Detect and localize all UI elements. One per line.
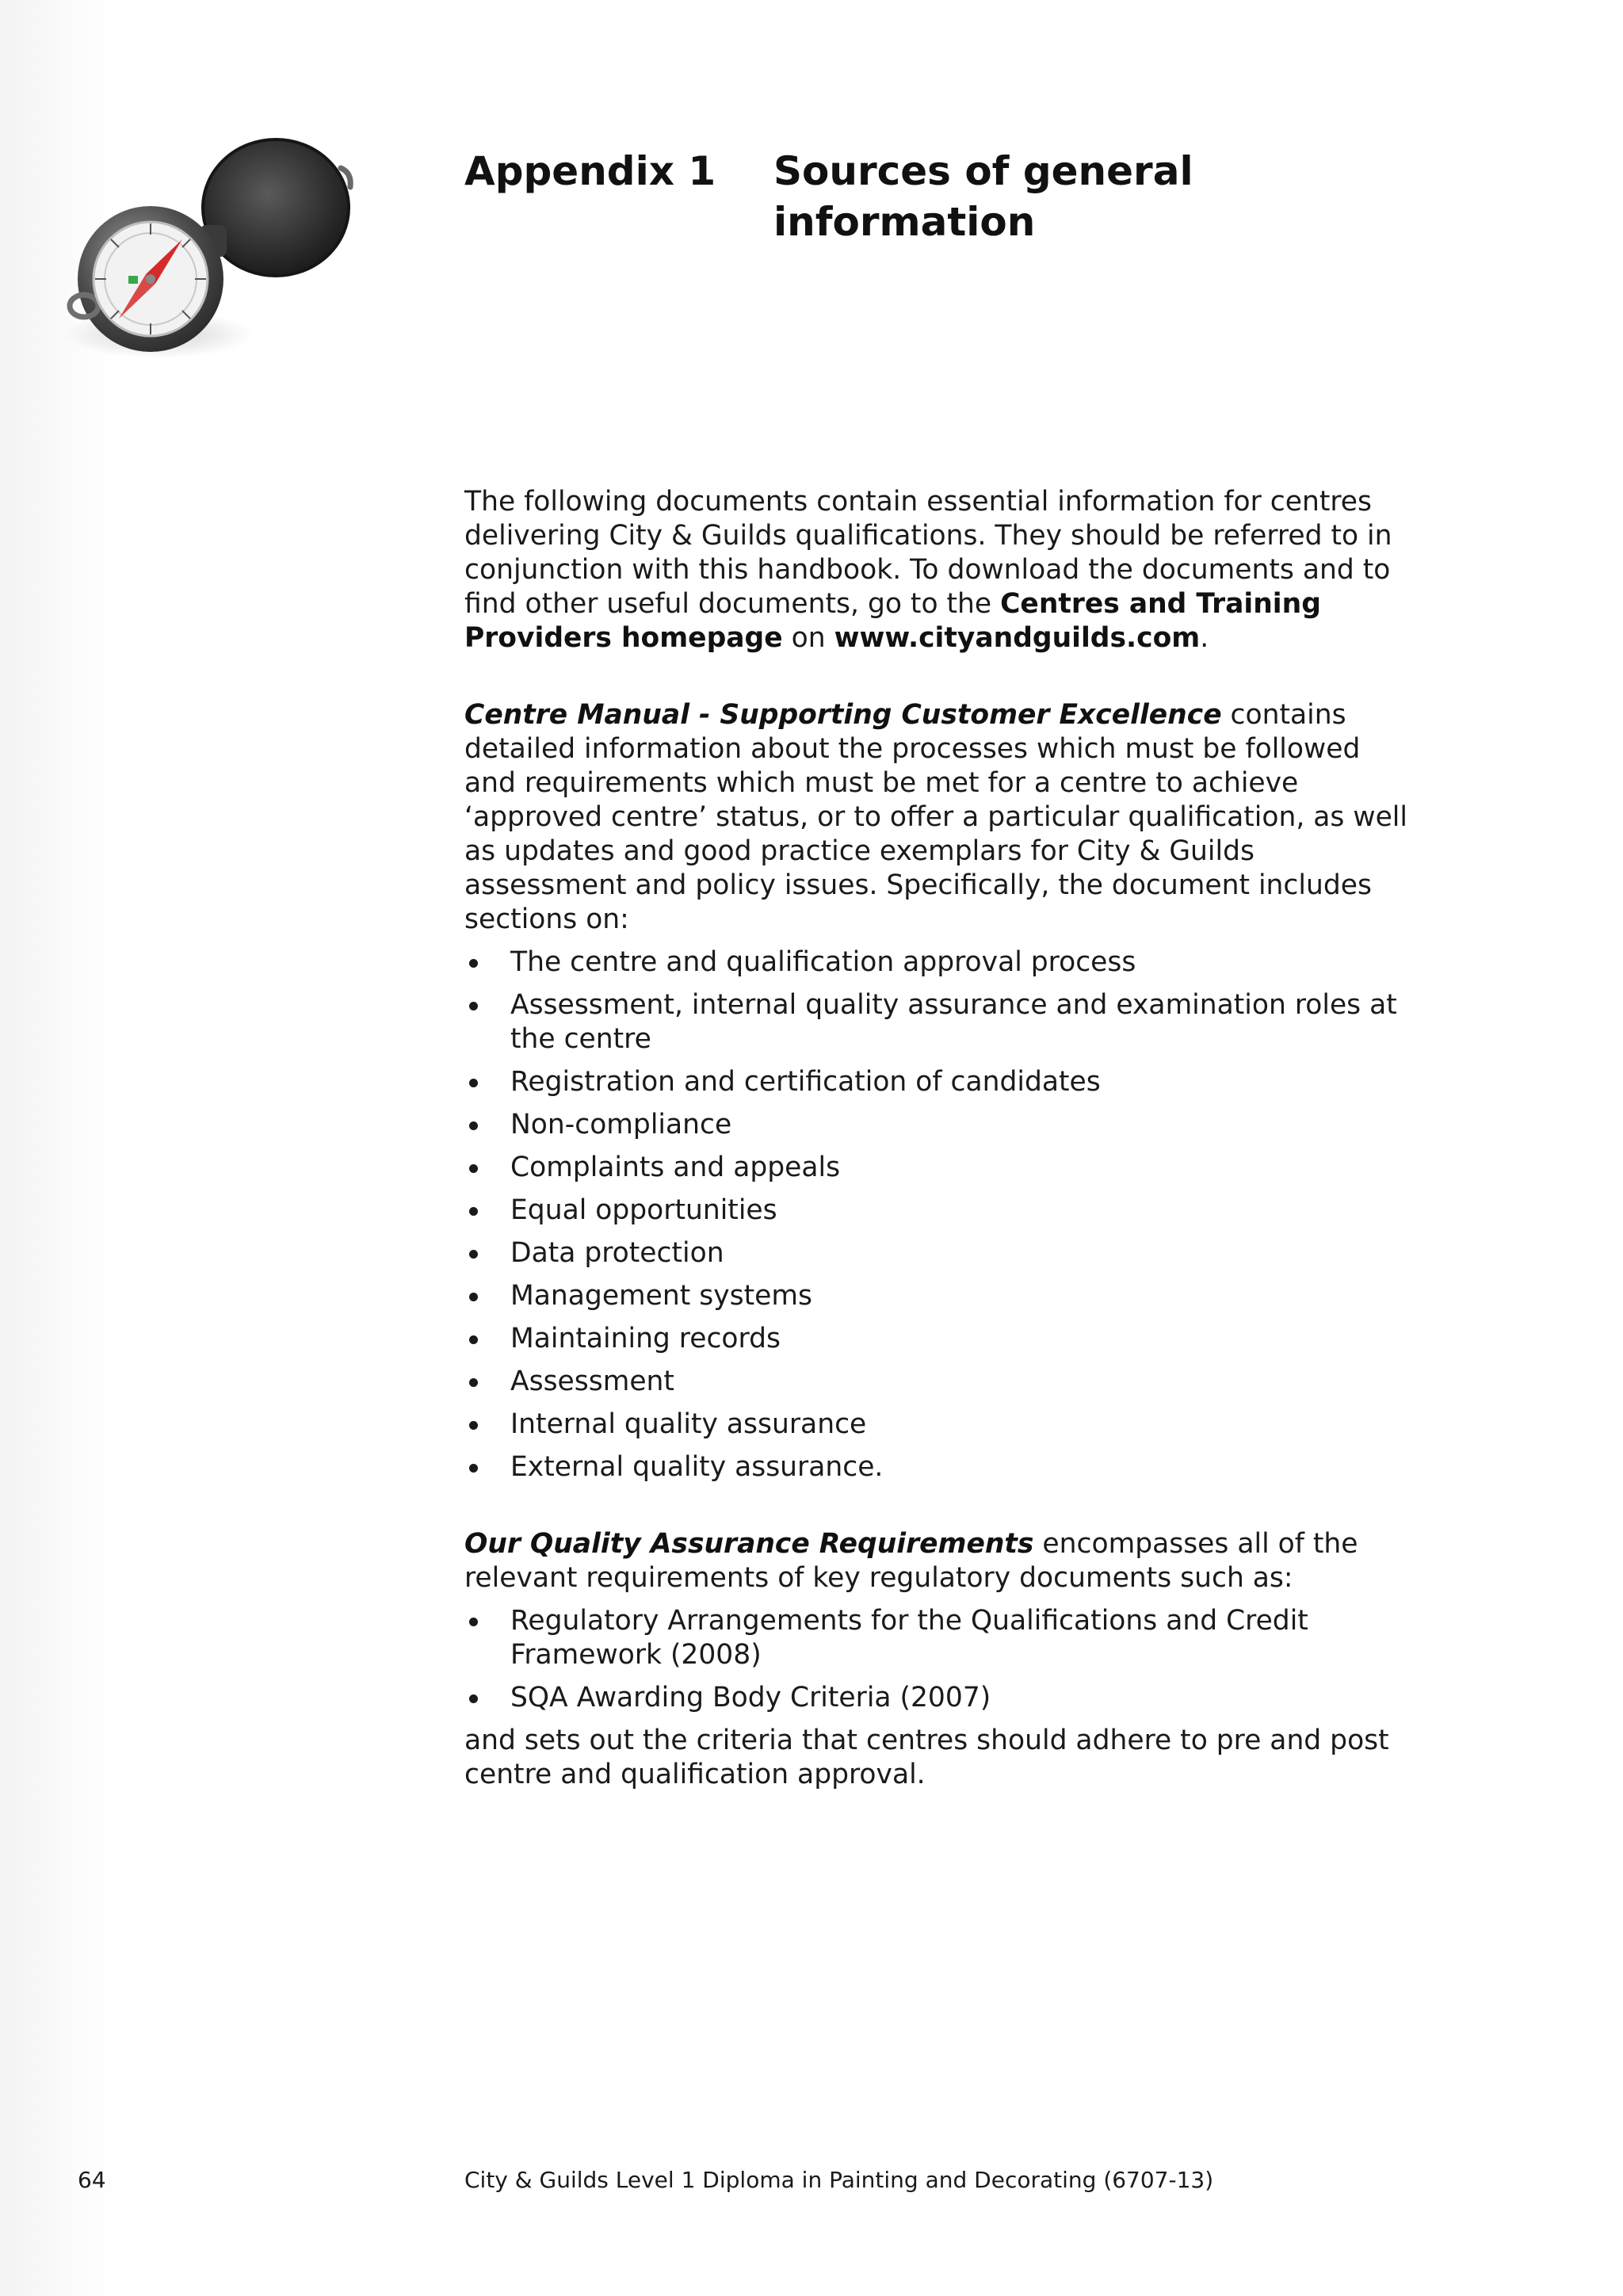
list-item: Registration and certification of candidates xyxy=(464,1065,1415,1099)
intro-text-mid: on xyxy=(782,622,834,654)
quality-assurance-title: Our Quality Assurance Requirements xyxy=(464,1528,1034,1560)
list-item: Assessment, internal quality assurance and examination roles at the centre xyxy=(464,988,1415,1056)
centre-manual-description: contains detailed information about the processes which must be followed and requirements which must be met for a centre to achieve ‘approved centre’ status, or to offer a particular qualification, as well as updates and good practice exemplars for City & Guilds assessment and policy issues. Specifically, the document includes sections on: xyxy=(464,699,1407,935)
main-content xyxy=(464,485,1415,1792)
page-number: 64 xyxy=(78,2167,106,2193)
intro-text-end: . xyxy=(1200,622,1209,654)
list-item: Complaints and appeals xyxy=(464,1151,1415,1185)
list-item: Internal quality assurance xyxy=(464,1408,1415,1442)
list-item: Management systems xyxy=(464,1279,1415,1313)
regulatory-documents-list xyxy=(464,1604,1415,1715)
list-item: External quality assurance. xyxy=(464,1450,1415,1484)
centre-manual-title: Centre Manual - Supporting Customer Excellence xyxy=(464,699,1222,731)
quality-assurance-closing: and sets out the criteria that centres should adhere to pre and post centre and qualification approval. xyxy=(464,1725,1389,1790)
centres-homepage-link[interactable]: Centres and Training Providers homepage xyxy=(464,588,1321,654)
list-item: Data protection xyxy=(464,1236,1415,1270)
footer-document-title: City & Guilds Level 1 Diploma in Painting and Decorating (6707-13) xyxy=(464,2167,1214,2193)
quality-assurance-paragraph xyxy=(464,1527,1415,1595)
compass-icon xyxy=(63,136,357,366)
list-item: Maintaining records xyxy=(464,1322,1415,1356)
list-item: SQA Awarding Body Criteria (2007) xyxy=(464,1681,1415,1715)
intro-text: The following documents contain essential information for centres delivering City & Guilds qualifications. They should be referred to in conjunction with this handbook. To download the documents and to find other useful documents, go to the xyxy=(464,486,1392,620)
list-item: Assessment xyxy=(464,1365,1415,1399)
list-item: Non-compliance xyxy=(464,1108,1415,1142)
quality-assurance-description: encompasses all of the relevant requirements of key regulatory documents such as: xyxy=(464,1528,1358,1594)
intro-paragraph xyxy=(464,485,1415,655)
page-title: Sources of general information xyxy=(773,148,1193,245)
list-item: Equal opportunities xyxy=(464,1194,1415,1228)
list-item: The centre and qualification approval process xyxy=(464,946,1415,980)
centre-manual-paragraph xyxy=(464,698,1415,937)
appendix-label: Appendix 1 xyxy=(464,148,716,194)
website-link[interactable]: www.cityandguilds.com xyxy=(834,622,1201,654)
centre-manual-sections-list xyxy=(464,946,1415,1484)
list-item: Regulatory Arrangements for the Qualifications and Credit Framework (2008) xyxy=(464,1604,1415,1672)
